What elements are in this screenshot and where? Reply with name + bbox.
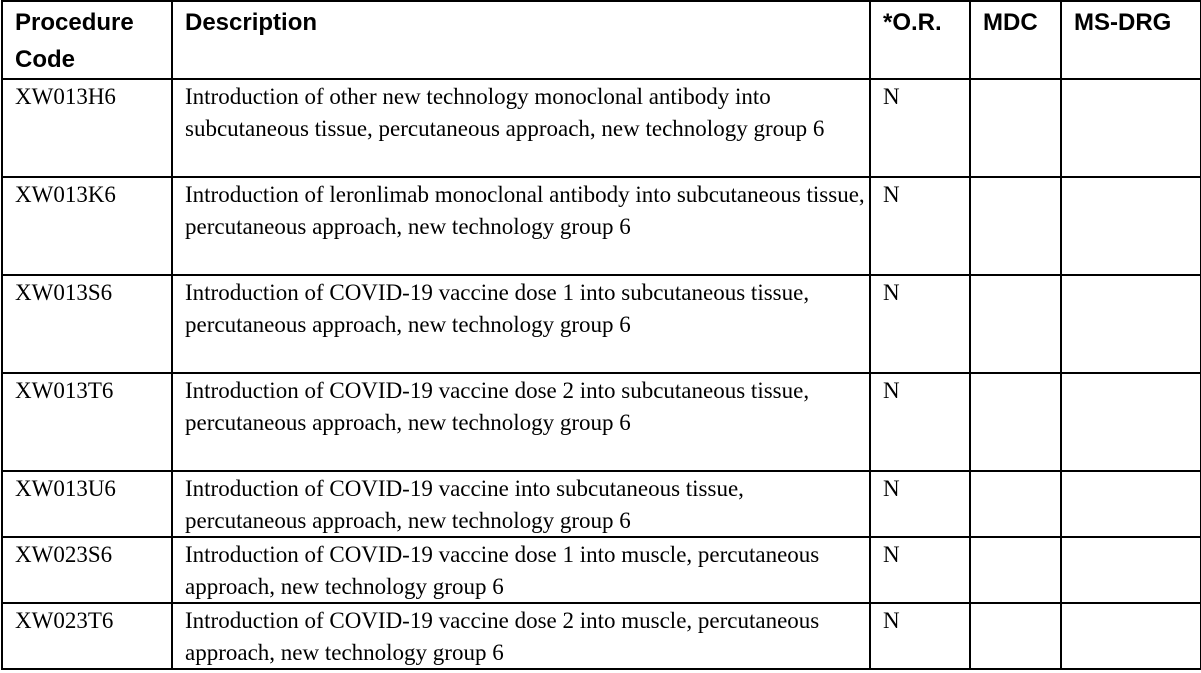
cell-ms-drg [1061,79,1201,177]
cell-ms-drg [1061,275,1201,373]
table-row [2,471,1201,537]
header-description: Description [172,1,870,79]
cell-or: N [870,537,970,603]
cell-description: Introduction of other new technology monoclonal antibody into subcutaneous tissue, percutaneous approach, new technology group 6 [172,79,870,177]
table-row [2,603,1201,669]
cell-procedure-code: XW013S6 [2,275,172,373]
cell-ms-drg [1061,603,1201,669]
cell-mdc [970,177,1061,275]
cell-or: N [870,373,970,471]
cell-procedure-code: XW023T6 [2,603,172,669]
header-procedure-code [2,1,172,79]
header-mdc: MDC [970,1,1061,79]
cell-ms-drg [1061,537,1201,603]
table-row [2,79,1201,177]
cell-description: Introduction of leronlimab monoclonal antibody into subcutaneous tissue, percutaneous approach, new technology group 6 [172,177,870,275]
cell-mdc [970,603,1061,669]
table-header-row [2,1,1201,79]
cell-procedure-code: XW013H6 [2,79,172,177]
cell-ms-drg [1061,177,1201,275]
table-row [2,373,1201,471]
cell-mdc [970,79,1061,177]
cell-or: N [870,177,970,275]
header-procedure-code-line2: Code [15,46,75,73]
cell-description: Introduction of COVID-19 vaccine dose 1 into subcutaneous tissue, percutaneous approach, new technology group 6 [172,275,870,373]
cell-ms-drg [1061,471,1201,537]
cell-mdc [970,537,1061,603]
cell-procedure-code: XW013U6 [2,471,172,537]
header-ms-drg: MS-DRG [1061,1,1201,79]
cell-description: Introduction of COVID-19 vaccine into subcutaneous tissue, percutaneous approach, new technology group 6 [172,471,870,537]
header-procedure-code-line1: Procedure [15,9,134,36]
table-row [2,537,1201,603]
cell-mdc [970,275,1061,373]
cell-description: Introduction of COVID-19 vaccine dose 2 into subcutaneous tissue, percutaneous approach, new technology group 6 [172,373,870,471]
cell-mdc [970,373,1061,471]
cell-or: N [870,603,970,669]
cell-procedure-code: XW013K6 [2,177,172,275]
cell-mdc [970,471,1061,537]
header-or: *O.R. [870,1,970,79]
table-row [2,275,1201,373]
cell-ms-drg [1061,373,1201,471]
cell-or: N [870,275,970,373]
cell-or: N [870,79,970,177]
cell-description: Introduction of COVID-19 vaccine dose 1 into muscle, percutaneous approach, new technology group 6 [172,537,870,603]
cell-procedure-code: XW013T6 [2,373,172,471]
cell-description: Introduction of COVID-19 vaccine dose 2 into muscle, percutaneous approach, new technology group 6 [172,603,870,669]
table-row [2,177,1201,275]
cell-procedure-code: XW023S6 [2,537,172,603]
procedure-code-table [1,0,1201,670]
cell-or: N [870,471,970,537]
